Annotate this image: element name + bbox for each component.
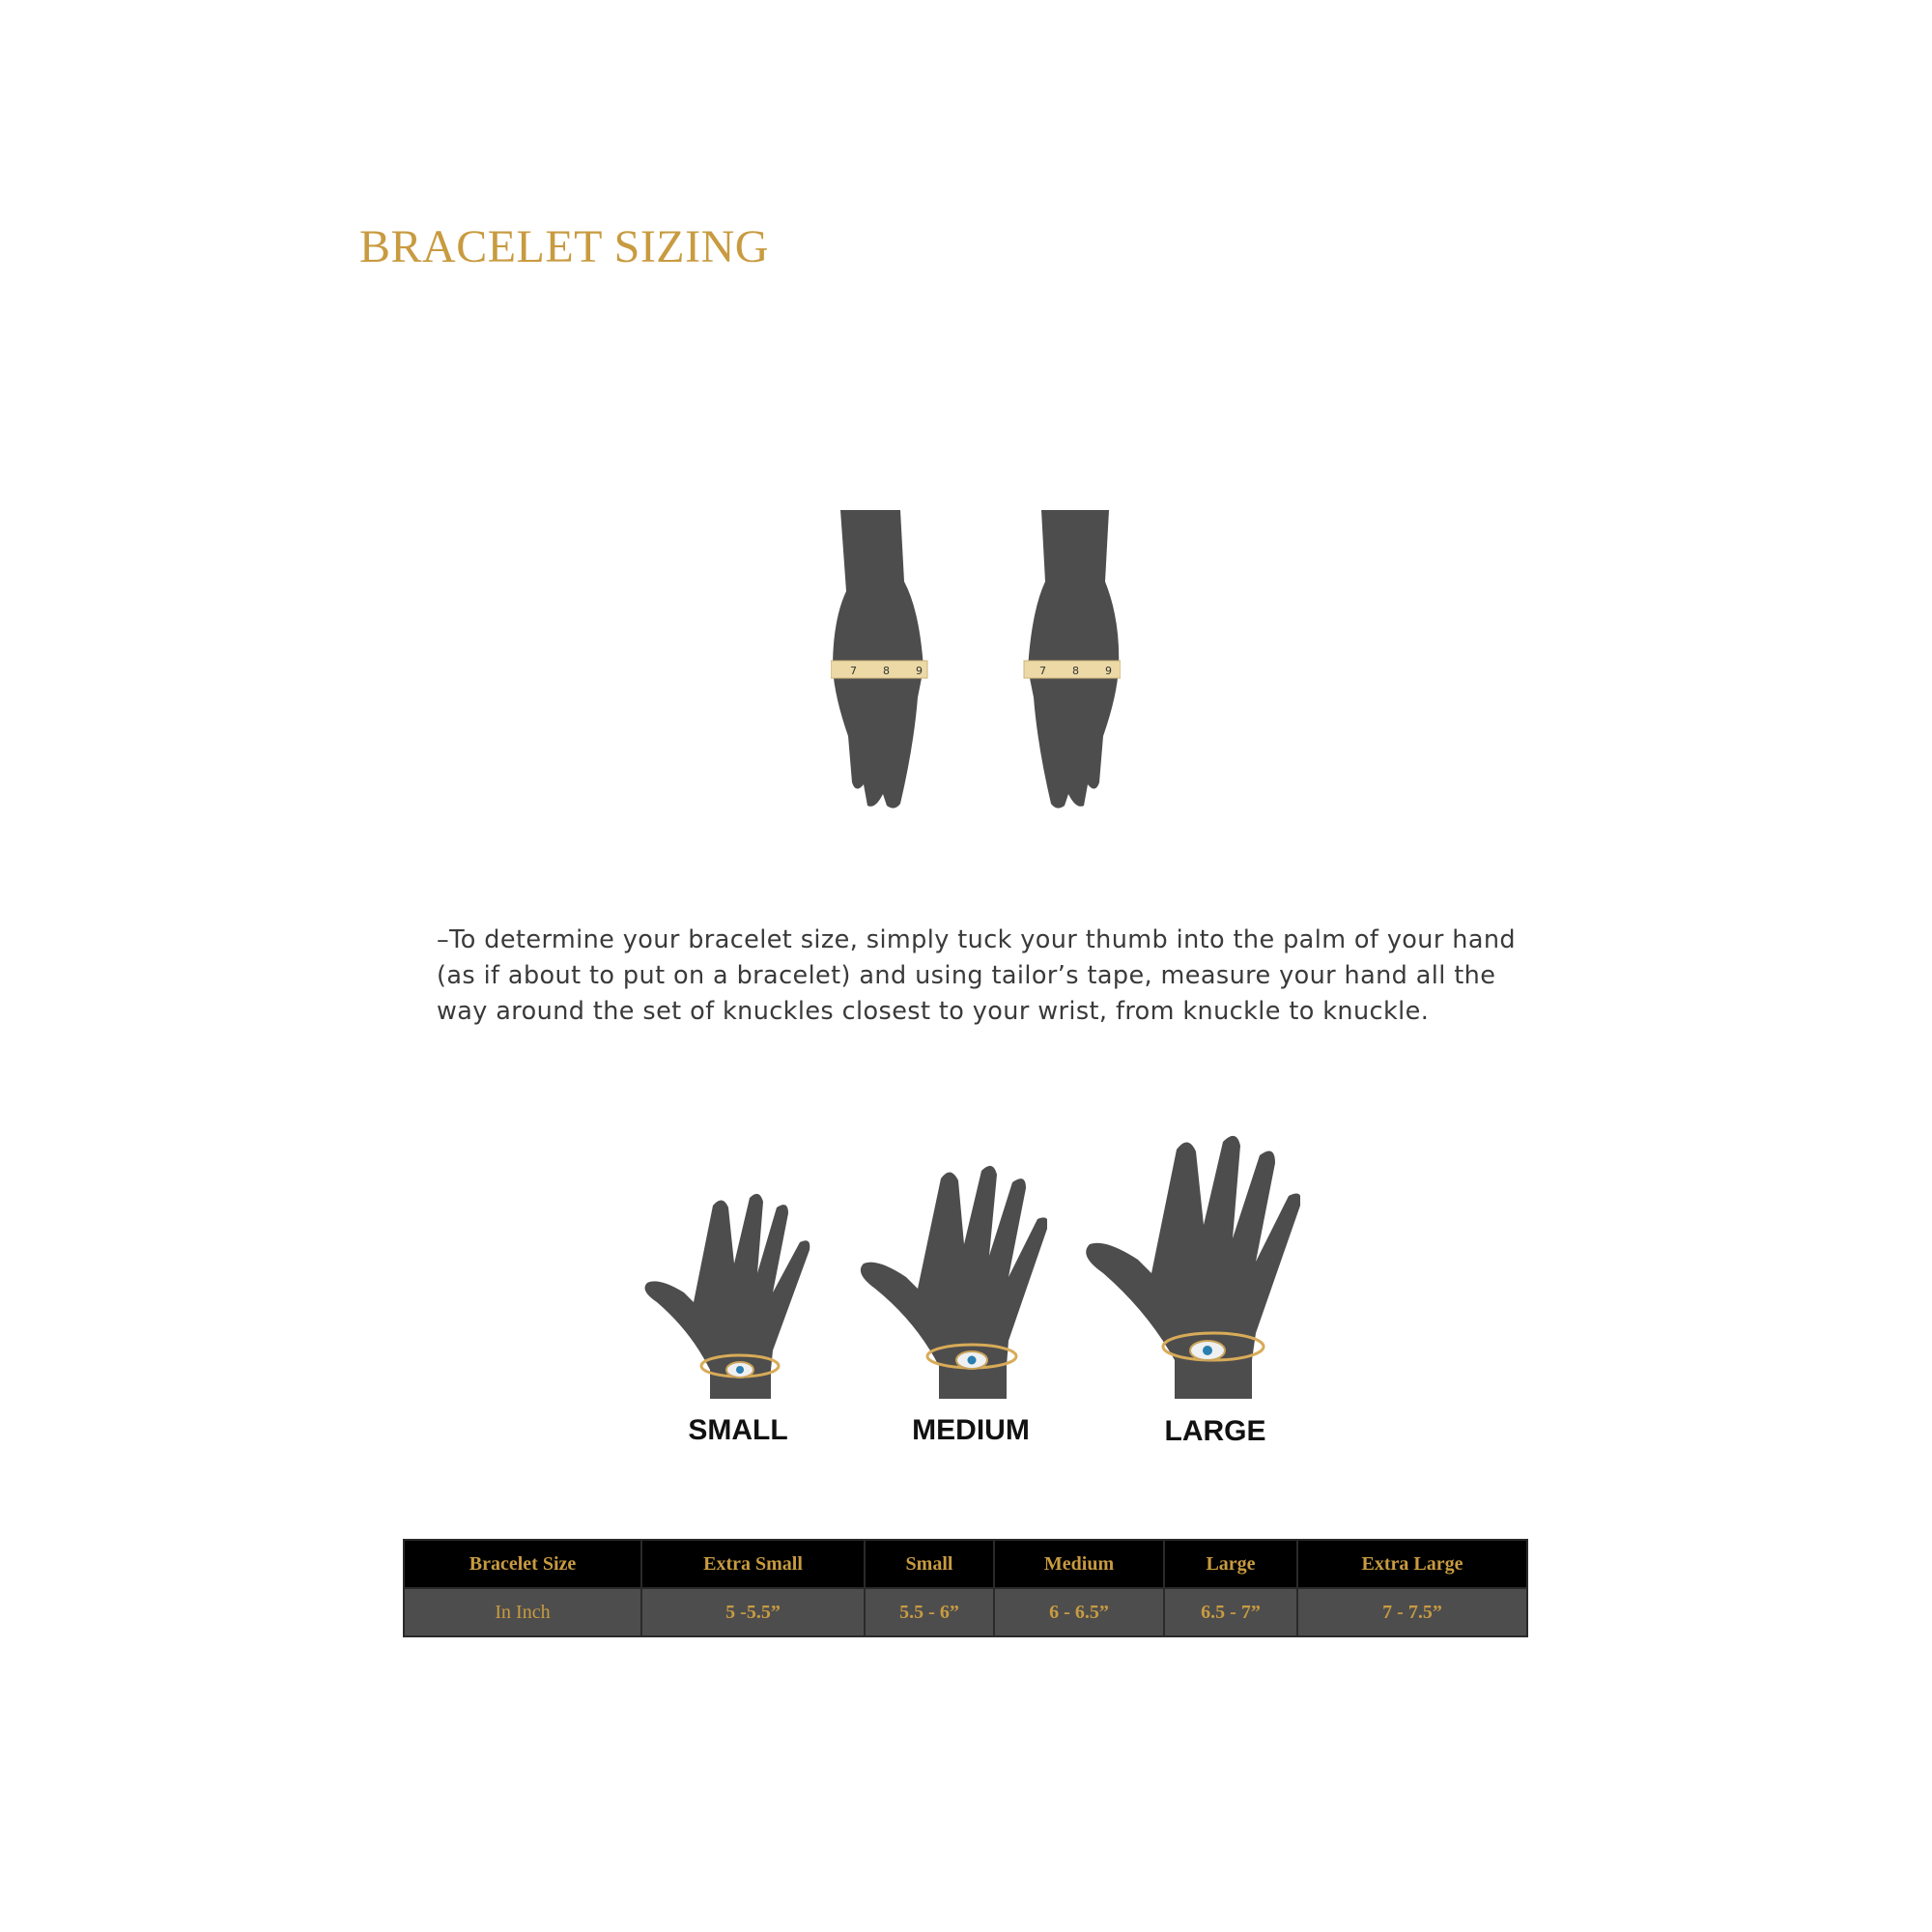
large-hand-illustration bbox=[1078, 1128, 1300, 1399]
evil-eye-charm bbox=[968, 1356, 977, 1365]
size-label-medium: MEDIUM bbox=[912, 1414, 1030, 1446]
evil-eye-charm bbox=[736, 1366, 744, 1374]
evil-eye-charm bbox=[1203, 1346, 1212, 1355]
small-hand-illustration bbox=[638, 1186, 811, 1399]
table-header-cell: Medium bbox=[994, 1540, 1164, 1588]
table-header-cell: Bracelet Size bbox=[404, 1540, 641, 1588]
tape-mark: 8 bbox=[883, 665, 890, 677]
table-cell: 7 - 7.5” bbox=[1297, 1588, 1527, 1636]
tape-mark: 7 bbox=[1039, 665, 1046, 677]
table-cell: 6.5 - 7” bbox=[1164, 1588, 1297, 1636]
table-row bbox=[404, 1588, 1527, 1636]
tape-mark: 9 bbox=[1105, 665, 1112, 677]
table-header-cell: Extra Large bbox=[1297, 1540, 1527, 1588]
tape-mark: 8 bbox=[1072, 665, 1079, 677]
table-header-cell: Large bbox=[1164, 1540, 1297, 1588]
table-header-cell: Extra Small bbox=[641, 1540, 865, 1588]
medium-hand-illustration bbox=[854, 1157, 1047, 1399]
table-cell: 5 -5.5” bbox=[641, 1588, 865, 1636]
right-hand-illustration bbox=[1024, 510, 1121, 809]
table-header-cell: Small bbox=[865, 1540, 994, 1588]
table-header-row bbox=[404, 1540, 1527, 1588]
size-label-large: LARGE bbox=[1164, 1415, 1266, 1447]
measuring-hands-illustration bbox=[831, 504, 1121, 813]
table-cell: 6 - 6.5” bbox=[994, 1588, 1164, 1636]
tape-mark: 9 bbox=[916, 665, 923, 677]
left-hand-illustration bbox=[831, 510, 927, 809]
sizing-instructions: –To determine your bracelet size, simply tuck your thumb into the palm of your hand (as if about to put on a bracelet) and using tailor’s tape, measure your hand all the way around the set of knuckles closest to your wrist, from knuckle to knuckle. bbox=[437, 925, 1516, 1026]
tape-mark: 7 bbox=[850, 665, 857, 677]
table-cell: In Inch bbox=[404, 1588, 641, 1636]
size-label-small: SMALL bbox=[688, 1414, 788, 1446]
page-title: BRACELET SIZING bbox=[359, 221, 769, 272]
table-cell: 5.5 - 6” bbox=[865, 1588, 994, 1636]
size-chart-table bbox=[403, 1539, 1528, 1637]
